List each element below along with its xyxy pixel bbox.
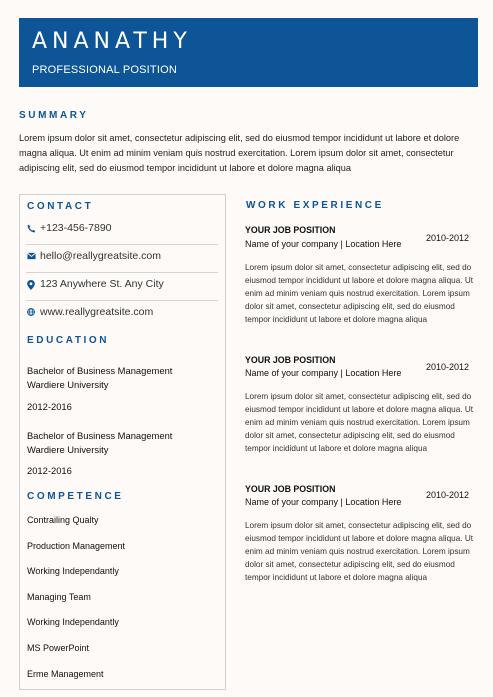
candidate-name: ANANATHY: [32, 29, 192, 54]
job-title: YOUR JOB POSITION: [245, 484, 336, 494]
contact-phone: [26, 217, 218, 245]
website-text: www.reallygreatsite.com: [40, 306, 154, 318]
competence-item: Erme Management: [27, 669, 104, 679]
summary-text: Lorem ipsum dolor sit amet, consectetur adipiscing elit, sed do eiusmod tempor incididunt ut labore et dolore magna aliqua. Ut enim ad minim veniam quis nostrud exercitation. Lorem ipsum dolor sit amet, consectetur adipiscing elit, sed do eiusmod tempor incididunt ut labore et dolore magna aliqua: [19, 133, 460, 173]
competence-item: Working Independantly: [27, 566, 119, 576]
education-item: [27, 429, 172, 457]
competence-item: MS PowerPoint: [27, 643, 90, 653]
address-text: 123 Anywhere St. Any City: [40, 278, 164, 290]
job-company: Name of your company | Location Here: [245, 239, 402, 249]
job-dates: 2010-2012: [426, 362, 470, 372]
job-title: YOUR JOB POSITION: [245, 225, 336, 235]
header-banner: [19, 18, 478, 87]
contact-address: [26, 273, 218, 301]
degree: Bachelor of Business Management: [27, 430, 173, 441]
job-title: YOUR JOB POSITION: [245, 355, 336, 365]
job-description: Lorem ipsum dolor sit amet, consectetur adipiscing elit, sed do eiusmod tempor incididunt ut labore et dolore magna aliqua. Ut enim ad minim veniam quis nostrud exercitation. Lorem ipsum dolor sit amet, consectetur adipiscing elit, sed do eiusmod tempor incididunt ut labore et dolore magna aliqua: [245, 263, 474, 324]
competence-item: Managing Team: [27, 592, 91, 602]
left-column: [19, 194, 226, 690]
job-dates: 2010-2012: [426, 233, 470, 243]
phone-text: +123-456-7890: [40, 222, 112, 234]
location-pin-icon: [26, 280, 36, 290]
education-item: [27, 364, 172, 392]
contact-email: [26, 245, 218, 273]
professional-position: PROFESSIONAL POSITION: [32, 64, 177, 76]
work-experience-title: WORK EXPERIENCE: [246, 200, 384, 211]
phone-icon: [26, 224, 36, 234]
email-icon: [26, 252, 36, 262]
summary-title: SUMMARY: [19, 110, 89, 121]
globe-icon: [26, 308, 36, 318]
job-company: Name of your company | Location Here: [245, 368, 402, 378]
education-title: EDUCATION: [27, 335, 110, 346]
contact-title: CONTACT: [27, 201, 94, 212]
contact-website: [26, 301, 218, 328]
job-description: Lorem ipsum dolor sit amet, consectetur adipiscing elit, sed do eiusmod tempor incididunt ut labore et dolore magna aliqua. Ut enim ad minim veniam quis nostrud exercitation. Lorem ipsum dolor sit amet, consectetur adipiscing elit, sed do eiusmod tempor incididunt ut labore et dolore magna aliqua: [245, 521, 474, 582]
school: Wardiere University: [27, 379, 109, 390]
job-description: Lorem ipsum dolor sit amet, consectetur adipiscing elit, sed do eiusmod tempor incididunt ut labore et dolore magna aliqua. Ut enim ad minim veniam quis nostrud exercitation. Lorem ipsum dolor sit amet, consectetur adipiscing elit, sed do eiusmod tempor incididunt ut labore et dolore magna aliqua: [245, 392, 474, 453]
email-text: hello@reallygreatsite.com: [40, 250, 161, 262]
job-dates: 2010-2012: [426, 490, 470, 500]
school: Wardiere University: [27, 444, 109, 455]
competence-item: Contrailing Qualty: [27, 515, 99, 525]
education-years: 2012-2016: [27, 401, 72, 412]
competence-item: Production Management: [27, 541, 126, 551]
job-company: Name of your company | Location Here: [245, 497, 402, 507]
education-years: 2012-2016: [27, 465, 72, 476]
degree: Bachelor of Business Management: [27, 365, 173, 376]
competence-item: Working Independantly: [27, 617, 119, 627]
competence-title: COMPETENCE: [27, 491, 124, 502]
